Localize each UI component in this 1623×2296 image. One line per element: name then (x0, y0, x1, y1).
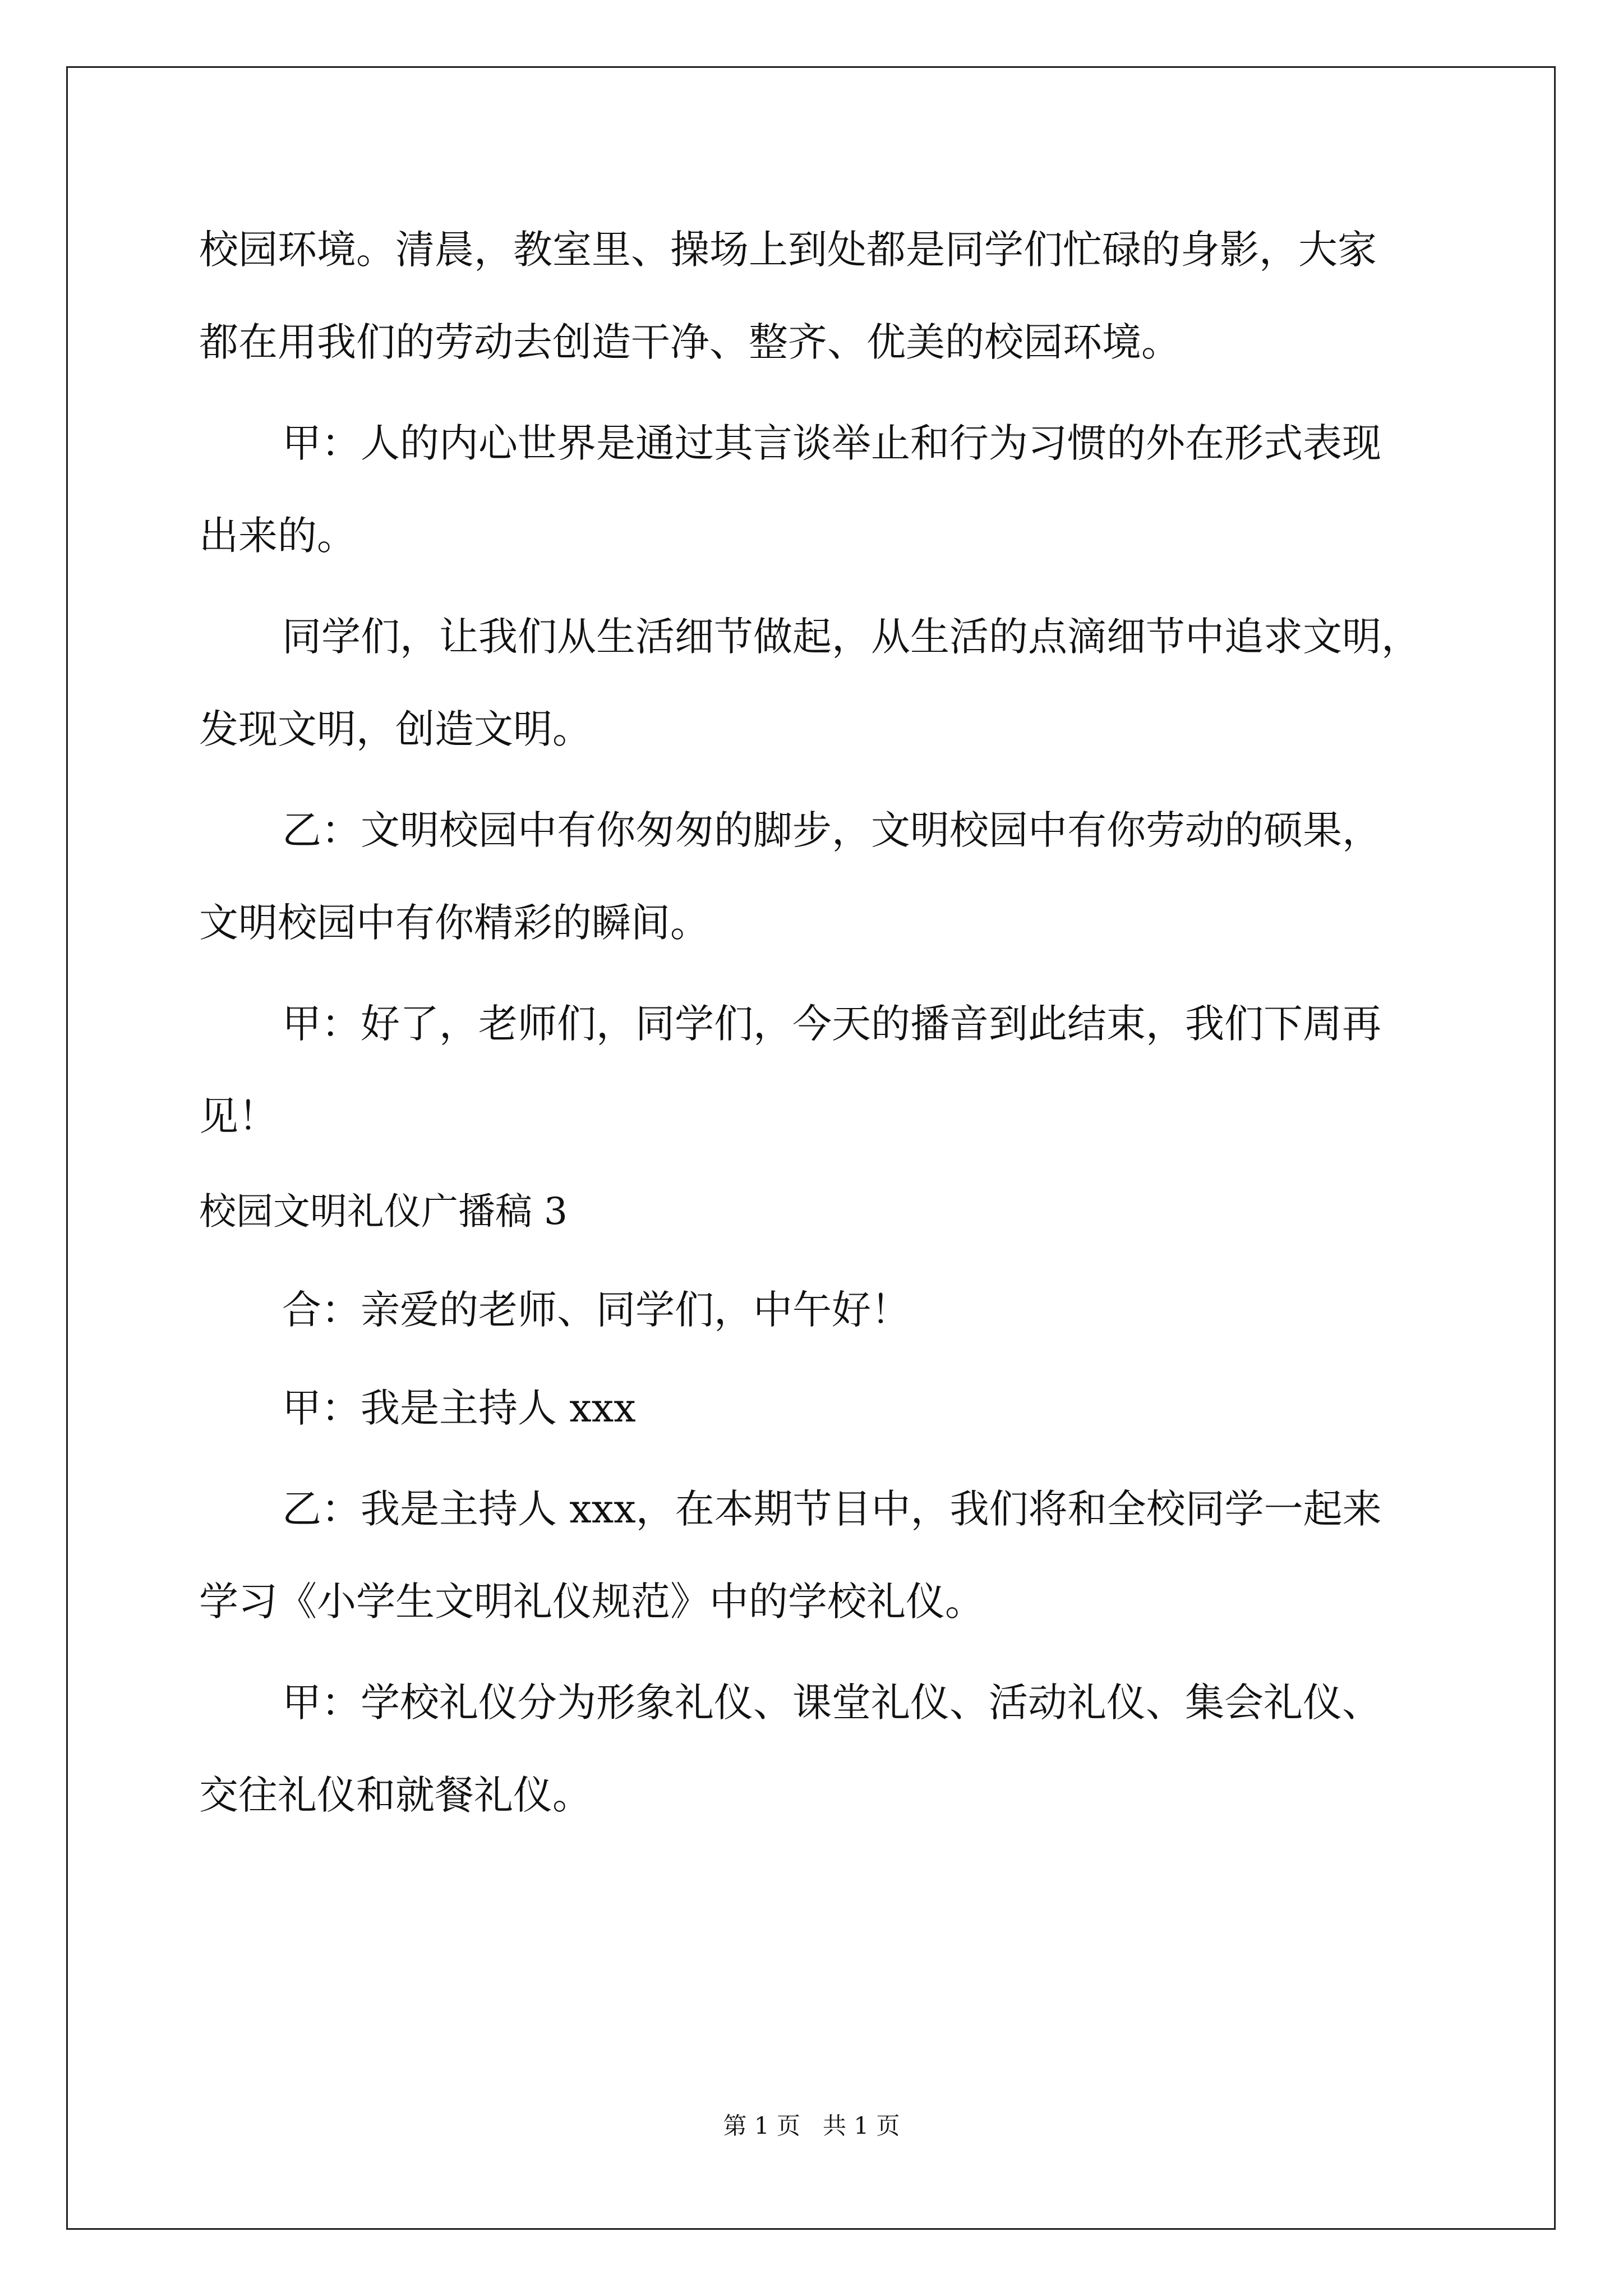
paragraph-line: 发现文明，创造文明。 (199, 706, 592, 752)
paragraph-line: 甲：我是主持人 xxx (282, 1385, 636, 1431)
paragraph-line: 学习《小学生文明礼仪规范》中的学校礼仪。 (199, 1579, 984, 1625)
paragraph-line: 甲：人的内心世界是通过其言谈举止和行为习惯的外在形式表现 (282, 420, 1381, 466)
paragraph-line: 交往礼仪和就餐礼仪。 (199, 1772, 592, 1818)
page-footer: 第 1 页 共 1 页 (723, 2112, 900, 2139)
paragraph-line: 都在用我们的劳动去创造干净、整齐、优美的校园环境。 (199, 319, 1181, 365)
paragraph-line: 校园环境。清晨，教室里、操场上到处都是同学们忙碌的身影，大家 (199, 227, 1377, 273)
paragraph-line: 同学们，让我们从生活细节做起，从生活的点滴细节中追求文明， (282, 614, 1421, 660)
paragraph-line: 文明校园中有你精彩的瞬间。 (199, 900, 709, 946)
paragraph-line: 合：亲爱的老师、同学们，中午好！ (282, 1287, 910, 1333)
section-heading: 校园文明礼仪广播稿 3 (199, 1190, 568, 1233)
paragraph-line: 见！ (199, 1093, 278, 1139)
paragraph-line: 出来的。 (199, 513, 356, 559)
paragraph-line: 乙：文明校园中有你匆匆的脚步，文明校园中有你劳动的硕果， (282, 807, 1381, 853)
page-border (66, 66, 1556, 2230)
paragraph-line: 甲：好了，老师们，同学们，今天的播音到此结束，我们下周再 (282, 1001, 1381, 1047)
paragraph-line: 乙：我是主持人 xxx，在本期节目中，我们将和全校同学一起来 (282, 1486, 1382, 1532)
paragraph-line: 甲：学校礼仪分为形象礼仪、课堂礼仪、活动礼仪、集会礼仪、 (282, 1680, 1381, 1726)
